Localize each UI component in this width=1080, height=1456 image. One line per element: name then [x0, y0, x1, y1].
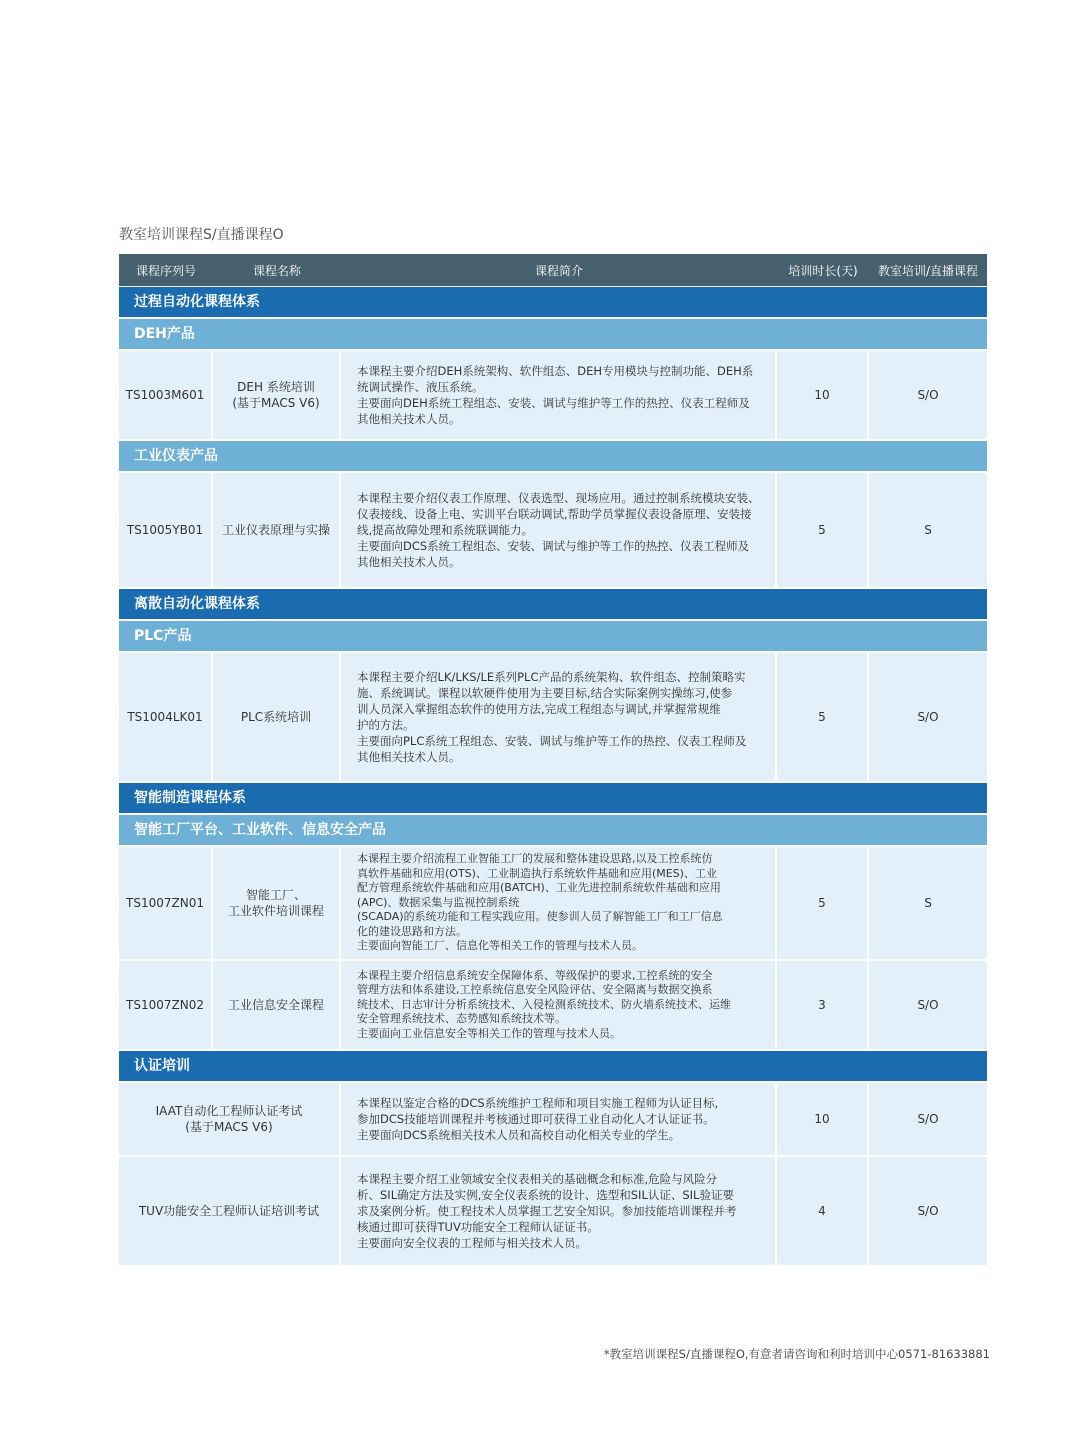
course-code: TS1005YB01 [119, 473, 211, 587]
course-name: IAAT自动化工程师认证考试 (基于MACS V6) [119, 1083, 339, 1155]
course-code: TS1003M601 [119, 351, 211, 439]
table-row [119, 653, 987, 781]
page-title: 教室培训课程S/直播课程O [119, 227, 284, 243]
table-row [119, 1083, 987, 1155]
course-name: PLC系统培训 [213, 653, 339, 781]
course-desc: 本课程主要介绍LK/LKS/LE系列PLC产品的系统架构、软件组态、控制策略实 施、系统调试。课程以软硬件使用为主要目标,结合实际案例实操练习,使参 训人员深入掌握组态软件的使用方法,完成工程组态与调试,并掌握常规维 护的方法。 主要面向PLC系统工程组态、安装、调试与维护等工作的热控、仪表工程师及 其他相关技术人员。 [341, 653, 775, 781]
product-heading: PLC产品 [119, 621, 987, 651]
course-name: DEH 系统培训 (基于MACS V6) [213, 351, 339, 439]
course-code: TS1004LK01 [119, 653, 211, 781]
course-days: 5 [777, 653, 867, 781]
table-row [119, 1157, 987, 1265]
course-name: 智能工厂、 工业软件培训课程 [213, 847, 339, 959]
header-code: 课程序列号 [135, 263, 196, 278]
header-name: 课程名称 [252, 263, 301, 278]
header-desc: 课程简介 [534, 263, 583, 278]
course-desc: 本课程主要介绍工业领域安全仪表相关的基础概念和标准,危险与风险分 析、SIL确定方法及实例,安全仪表系统的设计、选型和SIL认证、SIL验证要 求及案例分析。使工程技术人员掌握工艺安全知识。参加技能培训课程并考 核通过即可获得TUV功能安全工程师认证证书。 主要面向安全仪表的工程师与相关技术人员。 [341, 1157, 775, 1265]
course-days: 4 [777, 1157, 867, 1265]
system-heading: 过程自动化课程体系 [119, 287, 987, 317]
course-mode: S/O [869, 351, 987, 439]
course-code: TS1007ZN01 [119, 847, 211, 959]
course-desc: 本课程主要介绍DEH系统架构、软件组态、DEH专用模块与控制功能、DEH系 统调试操作、液压系统。 主要面向DEH系统工程组态、安装、调试与维护等工作的热控、仪表工程师及 其他相关技术人员。 [341, 351, 775, 439]
course-desc: 本课程主要介绍流程工业智能工厂的发展和整体建设思路,以及工控系统仿 真软件基础和应用(OTS)、工业制造执行系统软件基础和应用(MES)、工业 配方管理系统软件基础和应用(BATCH)、工业先进控制系统软件基础和应用 (APC)、数据采集与监视控制系统 (SCADA)的系统功能和工程实践应用。使参训人员了解智能工厂和工厂信息 化的建设思路和方法。 主要面向智能工厂、信息化等相关工作的管理与技术人员。 [341, 847, 775, 959]
product-heading: DEH产品 [119, 319, 987, 349]
course-days: 10 [777, 351, 867, 439]
course-name: TUV功能安全工程师认证培训考试 [119, 1157, 339, 1265]
course-name: 工业信息安全课程 [213, 961, 339, 1049]
course-mode: S/O [869, 1083, 987, 1155]
table-row [119, 351, 987, 439]
course-days: 5 [777, 473, 867, 587]
product-heading: 工业仪表产品 [119, 441, 987, 471]
table-header [119, 254, 987, 286]
course-desc: 本课程主要介绍仪表工作原理、仪表选型、现场应用。通过控制系统模块安装、 仪表接线、设备上电、实训平台联动调试,帮助学员掌握仪表设备原理、安装接 线,提高故障处理和系统联调能力。 主要面向DCS系统工程组态、安装、调试与维护等工作的热控、仪表工程师及 其他相关技术人员。 [341, 473, 775, 587]
header-mode: 教室培训/直播课程 [877, 263, 979, 278]
system-heading: 认证培训 [119, 1051, 987, 1081]
footnote: *教室培训课程S/直播课程O,有意者请咨询和利时培训中心0571-81633881 [603, 1347, 990, 1361]
product-heading: 智能工厂平台、工业软件、信息安全产品 [119, 815, 987, 845]
course-days: 5 [777, 847, 867, 959]
course-code: TS1007ZN02 [119, 961, 211, 1049]
header-days: 培训时长(天) [788, 263, 858, 278]
course-table [119, 254, 987, 1265]
course-days: 3 [777, 961, 867, 1049]
course-desc: 本课程主要介绍信息系统安全保障体系、等级保护的要求,工控系统的安全 管理方法和体系建设,工控系统信息安全风险评估、安全隔离与数据交换系 统技术、日志审计分析系统技术、入侵检测系统技术、防火墙系统技术、运维 安全管理系统技术、态势感知系统技术等。 主要面向工业信息安全等相关工作的管理与技术人员。 [341, 961, 775, 1049]
table-row [119, 847, 987, 959]
table-row [119, 961, 987, 1049]
course-days: 10 [777, 1083, 867, 1155]
course-name: 工业仪表原理与实操 [213, 473, 339, 587]
system-heading: 离散自动化课程体系 [119, 589, 987, 619]
system-heading: 智能制造课程体系 [119, 783, 987, 813]
course-mode: S/O [869, 653, 987, 781]
course-mode: S/O [869, 961, 987, 1049]
course-mode: S [869, 473, 987, 587]
course-mode: S/O [869, 1157, 987, 1265]
course-mode: S [869, 847, 987, 959]
table-row [119, 473, 987, 587]
course-desc: 本课程以鉴定合格的DCS系统维护工程师和项目实施工程师为认证目标, 参加DCS技能培训课程并考核通过即可获得工业自动化人才认证证书。 主要面向DCS系统相关技术人员和高校自动化相关专业的学生。 [341, 1083, 775, 1155]
